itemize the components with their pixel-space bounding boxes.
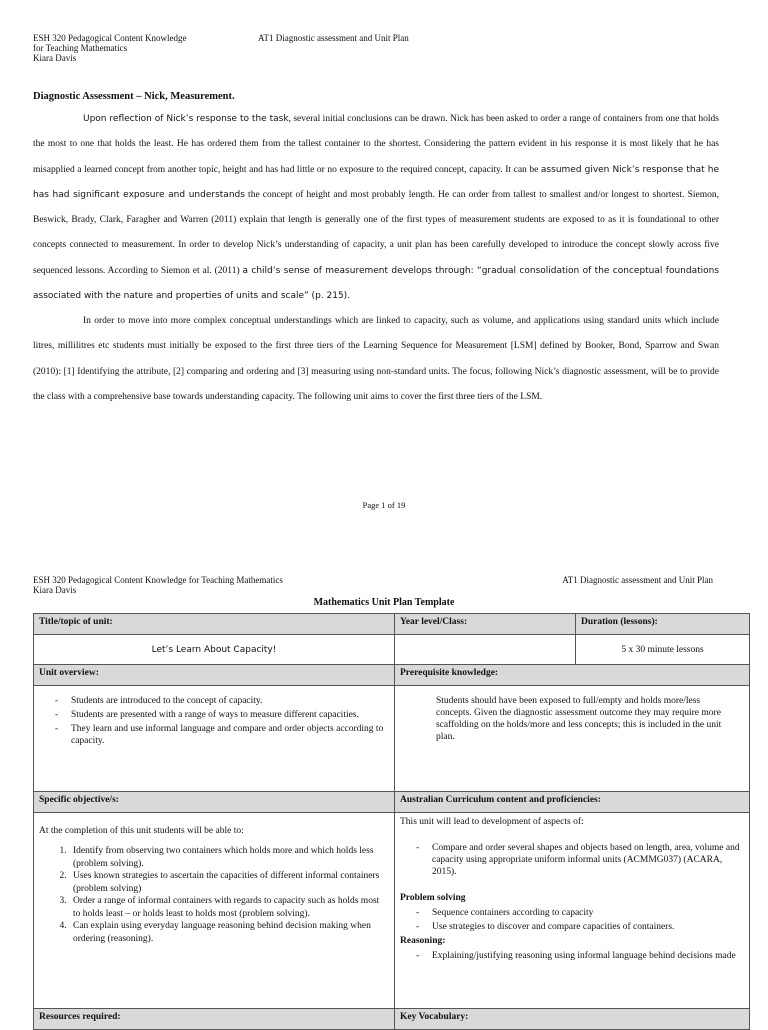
curriculum-intro: This unit will lead to development of aspects of: (400, 817, 584, 827)
objectives-list (39, 845, 389, 945)
paragraph-1 (33, 107, 719, 309)
unit-plan-table (33, 613, 750, 1030)
prerequisite-text: Students should have been exposed to full/empty and holds more/less concepts. Given the diagnostic assessment outcome they may require more scaffolding on the holds/more and less concepts; this is included in the unit plan. (436, 696, 722, 742)
duration-label: Duration (lessons): (576, 614, 750, 635)
list-item: 4. Can explain using everyday language reasoning behind decision making when ordering (reasoning). (69, 920, 389, 945)
curriculum-cell (395, 813, 750, 1009)
title-topic-label: Title/topic of unit: (34, 614, 395, 635)
page2-header-right: AT1 Diagnostic assessment and Unit Plan (562, 575, 713, 585)
duration-value: 5 x 30 minute lessons (576, 635, 750, 665)
curriculum-list (400, 842, 744, 878)
list-item: - Students are presented with a range of ways to measure different capacities. (55, 709, 389, 721)
problem-solving-heading: Problem solving (400, 893, 466, 903)
year-level-value (395, 635, 576, 665)
paragraph-2: In order to move into more complex conceptual understandings which are linked to capacity, such as volume, and applications using standard units which include litres, millilitres etc students must initially be exposed to the first three tiers of the Learning Sequence for Measurement [LSM] defined by Booker, Bond, Sparrow and Swan (2010): [1] Identifying the attribute, [2] comparing and ordering and [3] measuring using non-standard units. The focus, following Nick’s diagnostic assessment, will be to provide the class with a comprehensive base towards understanding capacity. The following unit aims to cover the first three tiers of the LSM. (33, 316, 719, 402)
list-item: - Use strategies to discover and compare capacities of containers. (416, 921, 744, 933)
page1-header-right: AT1 Diagnostic assessment and Unit Plan (258, 33, 409, 43)
paragraph-1-text-b: the concept of height and most probably length. He can order from tallest to smallest and/or longest to shortest. Siemon, Beswick, Brady, Clark, Faragher and Warren (2011) explain that length is generally one of the first types of measurement students are exposed to as it is foundational to other concepts connected to measurement. In order to develop Nick’s understanding of capacity, a unit plan has been carefully developed to introduce the concept slowly across five sequenced lessons. According to Siemon et al. (2011) (33, 189, 719, 276)
key-vocabulary-label: Key Vocabulary: (395, 1009, 750, 1030)
table-row (34, 665, 750, 686)
page-gap (0, 540, 768, 558)
resources-label: Resources required: (34, 1009, 395, 1030)
template-title: Mathematics Unit Plan Template (313, 597, 455, 608)
table-row (34, 792, 750, 813)
specific-objectives-label: Specific objective/s: (34, 792, 395, 813)
year-level-label: Year level/Class: (395, 614, 576, 635)
curriculum-label: Australian Curriculum content and proficiencies: (395, 792, 750, 813)
list-item: - They learn and use informal language and compare and order objects according to capacity. (55, 723, 389, 747)
header-author: Kiara Davis (33, 53, 77, 63)
objectives-intro: At the completion of this unit students will be able to: (39, 826, 244, 836)
handwritten-phrase-1: Upon reflection of Nick’s response to the task (83, 114, 289, 124)
page2-header-left (33, 575, 283, 595)
table-row (34, 635, 750, 665)
page1-header-left (33, 33, 186, 63)
reasoning-heading: Reasoning: (400, 936, 446, 946)
prerequisite-label: Prerequisite knowledge: (395, 665, 750, 686)
list-item: - Students are introduced to the concept of capacity. (55, 695, 389, 707)
handwritten-phrase-3: a child’s sense of measurement develops through: “gradual consolidation of the conceptual foundations associated with the nature and properties of units and scale” (p. 215) (33, 265, 720, 302)
list-item: - Sequence containers according to capacity (416, 907, 744, 919)
list-item: 2. Uses known strategies to ascertain the capacities of different informal containers (problem solving) (69, 870, 389, 895)
unit-overview-cell (34, 686, 395, 792)
paragraph-1-text-c: . (347, 291, 350, 302)
header-course: ESH 320 Pedagogical Content Knowledge for Teaching Mathematics (33, 575, 283, 585)
header-course-line2: for Teaching Mathematics (33, 43, 128, 53)
unit-title-value: Let’s Learn About Capacity! (34, 635, 395, 665)
table-row (34, 813, 750, 1009)
document-page-2 (0, 558, 768, 1024)
table-row (34, 1009, 750, 1030)
list-item: - Explaining/justifying reasoning using informal language behind decisions made (416, 950, 744, 962)
table-row (34, 686, 750, 792)
handwritten-phrase-2: assumed given Nick’s response that he has had significant exposure and understands (33, 164, 719, 200)
list-item: - Compare and order several shapes and objects based on length, area, volume and capacity using appropriate uniform informal units (ACMMG037) (ACARA, 2015). (416, 842, 744, 878)
page-number: Page 1 of 19 (362, 500, 406, 510)
prerequisite-cell (395, 686, 750, 792)
header-course-line1: ESH 320 Pedagogical Content Knowledge (33, 33, 187, 43)
reasoning-list (400, 950, 744, 962)
objectives-cell (34, 813, 395, 1009)
overview-list (39, 695, 389, 747)
problem-solving-list (400, 907, 744, 933)
list-item: 3. Order a range of informal containers with regards to capacity such as holds most to holds least – or holds least to holds most (problem solving). (69, 895, 389, 920)
table-row (34, 614, 750, 635)
paragraph-1-text-a: , several initial conclusions can be drawn. Nick has been asked to order a range of containers from one that holds the most to one that holds the least. He has ordered them from the tallest container to the shortest. Considering the pattern evident in his response it is most likely that he has misapplied a learned concept from another topic, height and has had little or no exposure to the required concept, capacity. It can be (33, 114, 720, 175)
unit-overview-label: Unit overview: (34, 665, 395, 686)
section-heading: Diagnostic Assessment – Nick, Measurement. (33, 91, 235, 102)
header-author: Kiara Davis (33, 585, 77, 595)
list-item: 1. Identify from observing two containers which holds more and which holds less (problem solving). (69, 845, 389, 870)
